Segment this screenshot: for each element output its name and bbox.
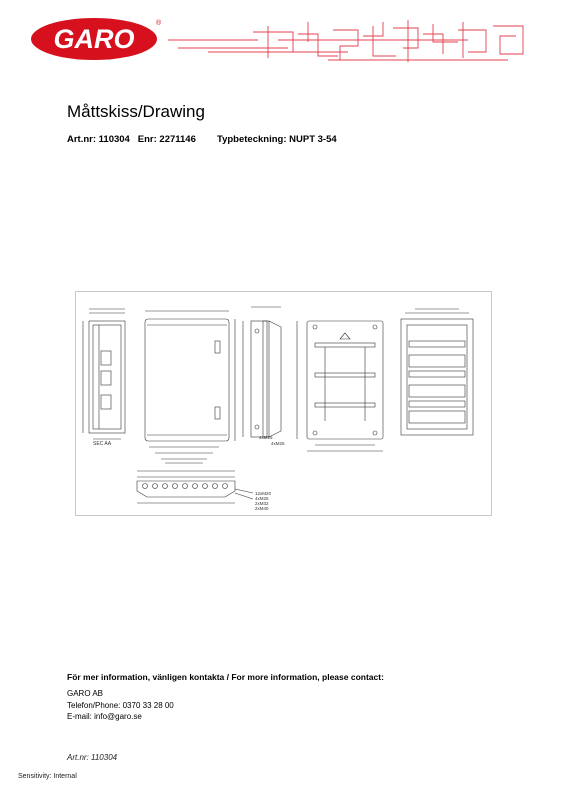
contact-company: GARO AB bbox=[67, 689, 104, 698]
gland-label: 2xM32 bbox=[255, 501, 269, 506]
logo-registered: ® bbox=[156, 20, 162, 27]
gland-label: 4xM25 bbox=[255, 496, 269, 501]
logo-text: GARO bbox=[53, 24, 135, 54]
handwriting-graphic bbox=[168, 12, 538, 64]
contact-phone: Telefon/Phone: 0370 33 28 00 bbox=[67, 701, 174, 710]
article-line bbox=[67, 134, 337, 145]
gland-label: 2xM40 bbox=[255, 506, 269, 511]
section-label: SEC AA bbox=[93, 441, 112, 447]
footer-article-number: Art.nr: 110304 bbox=[67, 753, 118, 762]
dimension-drawing bbox=[75, 291, 492, 516]
gland-label: 12xM20 bbox=[255, 491, 272, 496]
hole-label-side: 4xM25 bbox=[259, 435, 273, 440]
article-number: Art.nr: 110304 bbox=[67, 134, 130, 145]
type-designation: Typbeteckning: NUPT 3-54 bbox=[217, 134, 337, 145]
e-number: Enr: 2271146 bbox=[137, 134, 196, 145]
contact-heading: För mer information, vänligen kontakta / For more information, please contact: bbox=[67, 672, 384, 682]
page-title: Måttskiss/Drawing bbox=[67, 102, 205, 121]
hole-label-side-2: 4xM25 bbox=[271, 441, 285, 446]
sensitivity-label: Sensitivity: Internal bbox=[18, 773, 77, 780]
garo-logo bbox=[30, 17, 166, 61]
contact-email[interactable]: E-mail: info@garo.se bbox=[67, 712, 142, 721]
